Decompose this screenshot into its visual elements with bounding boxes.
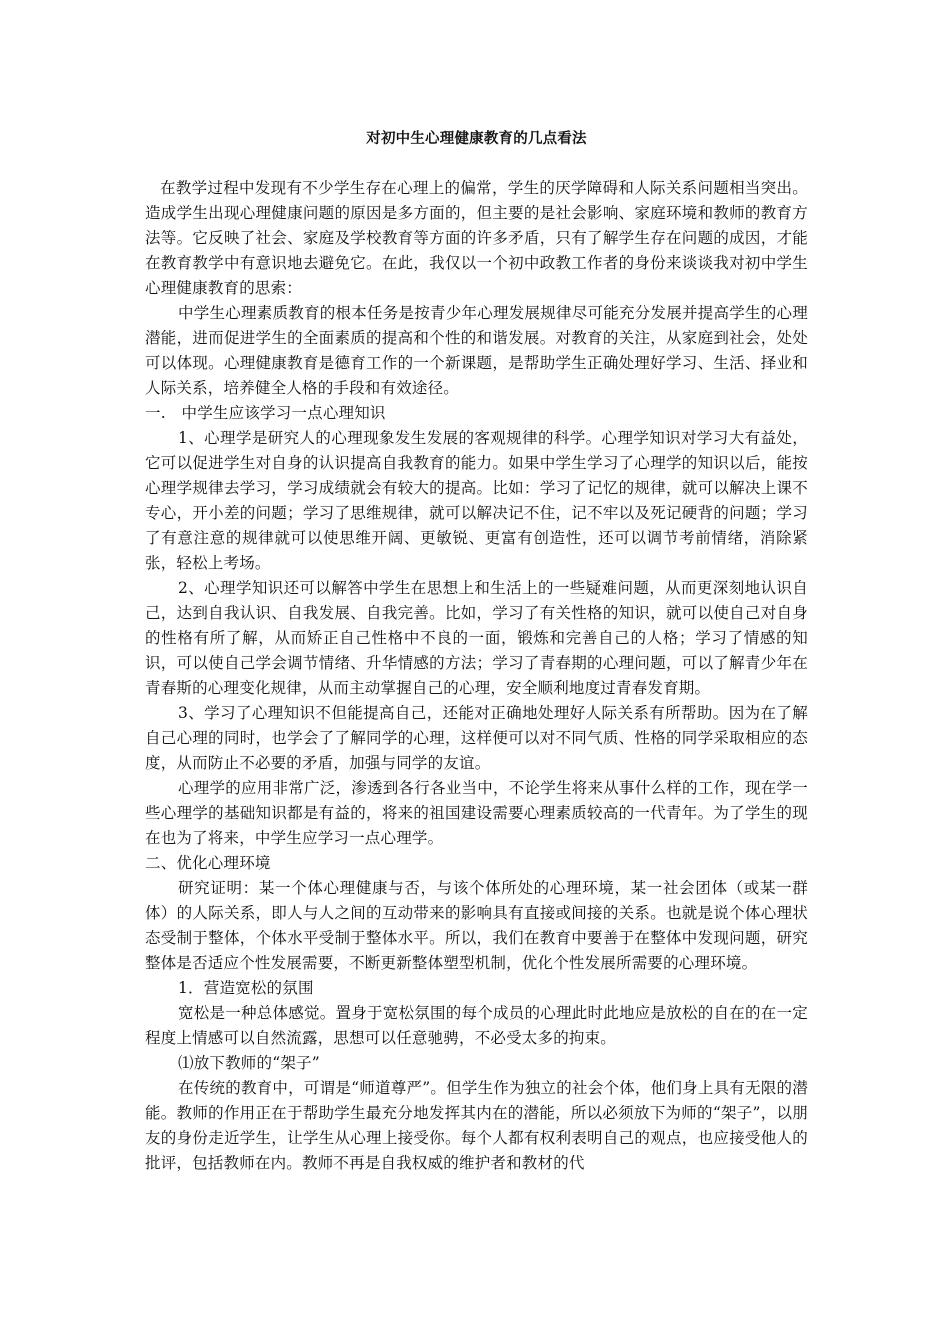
document-body: [145, 128, 808, 1176]
paragraph-point-1: 1、心理学是研究人的心理现象发生发展的客观规律的科学。心理学知识对学习大有益处，它可以促进学生对自身的认识提高自我教育的能力。如果中学生学习了心理学的知识以后，能按心理学规律去学习，学习成绩就会有较大的提高。比如：学习了记忆的规律，就可以解决上课不专心，开小差的问题；学习了思维规律，就可以解决记不住，记不牢以及死记硬背的问题；学习了有意注意的规律就可以使思维开阔、更敏锐、更富有创造性，还可以调节考前情绪，消除紧张，轻松上考场。: [145, 429, 808, 572]
document-title: 对初中生心理健康教育的几点看法: [366, 131, 587, 147]
paragraph-point-3: 3、学习了心理知识不但能提高自己，还能对正确地处理好人际关系有所帮助。因为在了解自己心理的同时，也学会了了解同学的心理，这样便可以对不同气质、性格的同学采取相应的态度，从而防止不必要的矛盾，加强与同学的友谊。: [145, 704, 808, 772]
paragraph-task: 中学生心理素质教育的根本任务是按青少年心理发展规律尽可能充分发展并提高学生的心理潜能，进而促进学生的全面素质的提高和个性的和谐发展。对教育的关注，从家庭到社会，处处可以体现。心理健康教育是德育工作的一个新课题，是帮助学生正确处理好学习、生活、择业和人际关系，培养健全人格的手段和有效途径。: [145, 304, 808, 397]
paragraph-point-2: 2、心理学知识还可以解答中学生在思想上和生活上的一些疑难问题，从而更深刻地认识自己，达到自我认识、自我发展、自我完善。比如，学习了有关性格的知识，就可以使自己对自身的性格有所了解，从而矫正自己性格中不良的一面，锻炼和完善自己的人格；学习了情感的知识，可以使自己学会调节情绪、升华情感的方法；学习了青春期的心理问题，可以了解青少年在青春斯的心理变化规律，从而主动掌握自己的心理，安全顺利地度过青春发育期。: [145, 579, 808, 697]
subheading-teacher-airs: ⑴放下教师的“架子”: [178, 1054, 320, 1072]
subheading-relaxed-atmosphere: 1．营造宽松的氛围: [178, 979, 314, 997]
paragraph-relaxed: 宽松是一种总体感觉。置身于宽松氛围的每个成员的心理此时此地应是放松的自在的在一定程度上情感可以自然流露，思想可以任意驰骋，不必受太多的拘束。: [145, 1004, 808, 1047]
paragraph-research: 研究证明：某一个体心理健康与否，与该个体所处的心理环境，某一社会团体（或某一群体）的人际关系，即人与人之间的互动带来的影响具有直接或间接的关系。也就是说个体心理状态受制于整体，个体水平受制于整体水平。所以，我们在教育中要善于在整体中发现问题，研究整体是否适应个性发展需要，不断更新整体塑型机制，优化个性发展所需要的心理环境。: [145, 879, 808, 972]
section-heading-2: 二、优化心理环境: [145, 854, 271, 872]
section-heading-1: 一. 中学生应该学习一点心理知识: [145, 404, 386, 422]
paragraph-tradition: 在传统的教育中，可谓是“师道尊严”。但学生作为独立的社会个体，他们身上具有无限的潜能。教师的作用正在于帮助学生最充分地发挥其内在的潜能，所以必须放下为师的“架子”，以朋友的身份走近学生，让学生从心理上接受你。每个人都有权利表明自己的观点，也应接受他人的批评，包括教师在内。教师不再是自我权威的维护者和教材的代: [145, 1079, 808, 1172]
paragraph-summary-1: 心理学的应用非常广泛，渗透到各行各业当中，不论学生将来从事什么样的工作，现在学一些心理学的基础知识都是有益的，将来的祖国建设需要心理素质较高的一代青年。为了学生的现在也为了将来，中学生应学习一点心理学。: [145, 779, 808, 847]
paragraph-intro: 在教学过程中发现有不少学生存在心理上的偏常，学生的厌学障碍和人际关系问题相当突出。造成学生出现心理健康问题的原因是多方面的，但主要的是社会影响、家庭环境和教师的教育方法等。它反映了社会、家庭及学校教育等方面的许多矛盾，只有了解学生存在问题的成因，才能在教育教学中有意识地去避免它。在此，我仅以一个初中政教工作者的身份来谈谈我对初中学生心理健康教育的思索：: [145, 179, 808, 297]
